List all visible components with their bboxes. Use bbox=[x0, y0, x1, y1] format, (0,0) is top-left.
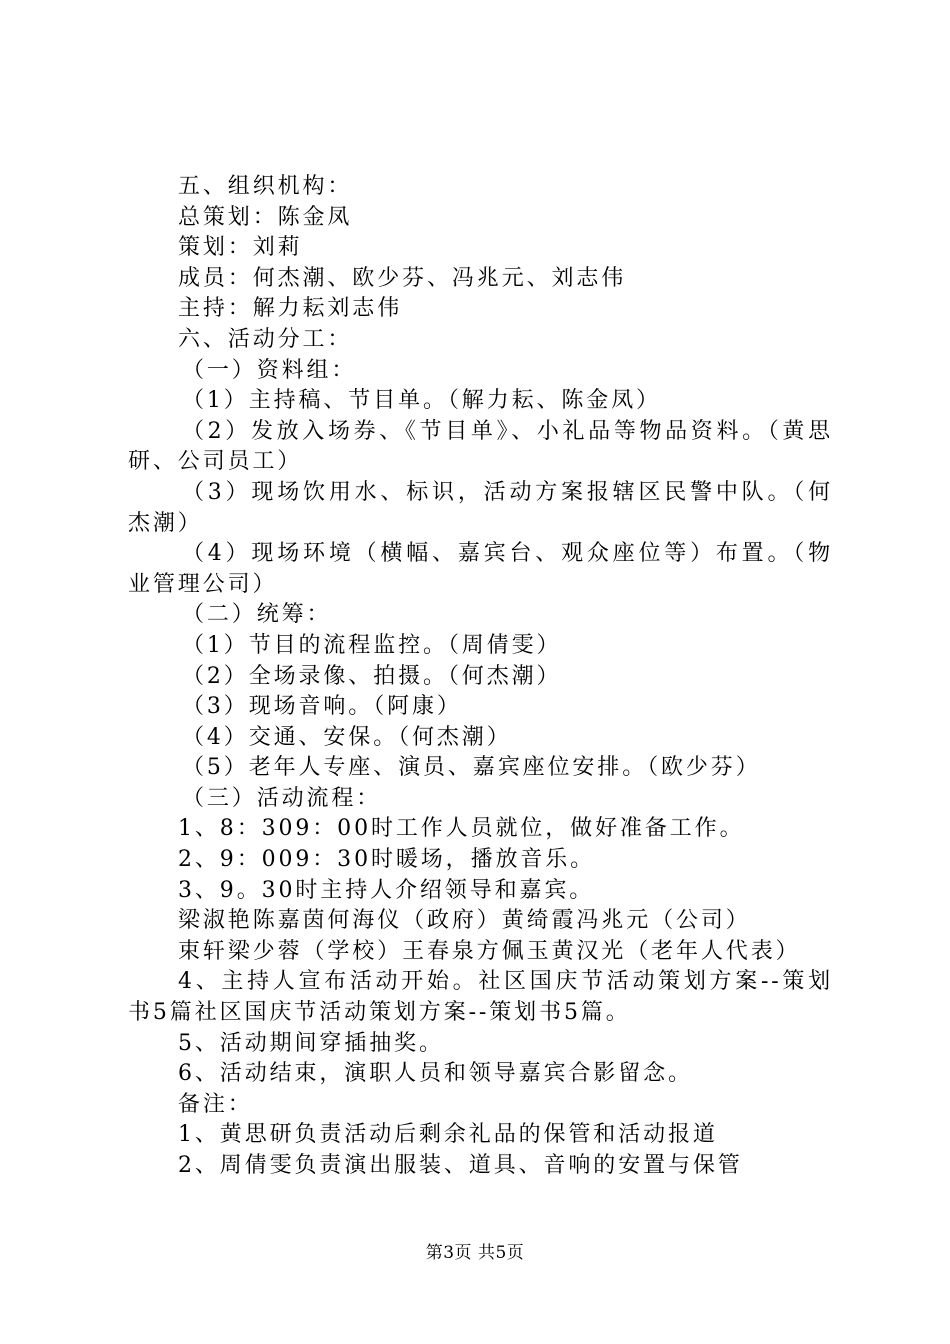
text-paragraph: （2）发放入场券、《节目单》、小礼品等物品资料。（黄思研、公司员工） bbox=[128, 418, 833, 475]
text-line: 2、周倩雯负责演出服装、道具、音响的安置与保管 bbox=[178, 1153, 743, 1178]
text-line: 1、黄思研负责活动后剩余礼品的保管和活动报道 bbox=[178, 1122, 718, 1148]
text-line: 1、8：309：00时工作人员就位，做好准备工作。 bbox=[178, 816, 745, 842]
section-heading: 五、组织机构： bbox=[178, 174, 353, 199]
page-total: 共5页 bbox=[477, 1243, 525, 1263]
text-line: 5、活动期间穿插抽奖。 bbox=[178, 1030, 444, 1056]
text-line: （1）节目的流程监控。（周倩雯） bbox=[182, 632, 562, 658]
text-line: （3）现场音响。（阿康） bbox=[182, 694, 462, 720]
page-footer bbox=[0, 1242, 950, 1264]
text-paragraph: （3）现场饮用水、标识，活动方案报辖区民警中队。（何杰潮） bbox=[128, 479, 833, 536]
text-paragraph: 4、主持人宣布活动开始。社区国庆节活动策划方案--策划书5篇社区国庆节活动策划方案--策划书5篇。 bbox=[128, 969, 833, 1026]
text-line: 成员：何杰潮、欧少芬、冯兆元、刘志伟 bbox=[178, 265, 627, 291]
text-line: 6、活动结束，演职人员和领导嘉宾合影留念。 bbox=[178, 1061, 693, 1087]
text-line: 总策划：陈金凤 bbox=[178, 204, 353, 230]
section-heading: 六、活动分工： bbox=[178, 326, 353, 352]
text-line: 3、9。30时主持人介绍领导和嘉宾。 bbox=[178, 877, 595, 903]
document-body bbox=[128, 172, 833, 1182]
text-line: （1）主持稿、节目单。（解力耘、陈金凤） bbox=[182, 388, 661, 414]
subsection-heading: （三）活动流程： bbox=[182, 785, 382, 811]
text-paragraph: （4）现场环境（横幅、嘉宾台、观众座位等）布置。（物业管理公司） bbox=[128, 541, 833, 597]
text-line: （2）全场录像、拍摄。（何杰潮） bbox=[182, 663, 562, 689]
text-line: （5）老年人专座、演员、嘉宾座位安排。（欧少芬） bbox=[182, 755, 761, 781]
text-line: 束轩梁少蓉（学校）王春泉方佩玉黄汉光（老年人代表） bbox=[178, 938, 801, 964]
subsection-heading: （二）统筹： bbox=[182, 602, 332, 628]
section-heading: 备注： bbox=[178, 1091, 253, 1117]
text-line: 梁淑艳陈嘉茵何海仪（政府）黄绮霞冯兆元（公司） bbox=[178, 908, 751, 934]
page-number: 第3页 bbox=[425, 1243, 473, 1263]
text-line: （4）交通、安保。（何杰潮） bbox=[182, 724, 512, 750]
text-line: 主持：解力耘刘志伟 bbox=[178, 296, 403, 322]
text-line: 2、9：009：30时暖场，播放音乐。 bbox=[178, 847, 596, 873]
subsection-heading: （一）资料组： bbox=[182, 357, 357, 383]
text-line: 策划：刘莉 bbox=[178, 235, 303, 261]
